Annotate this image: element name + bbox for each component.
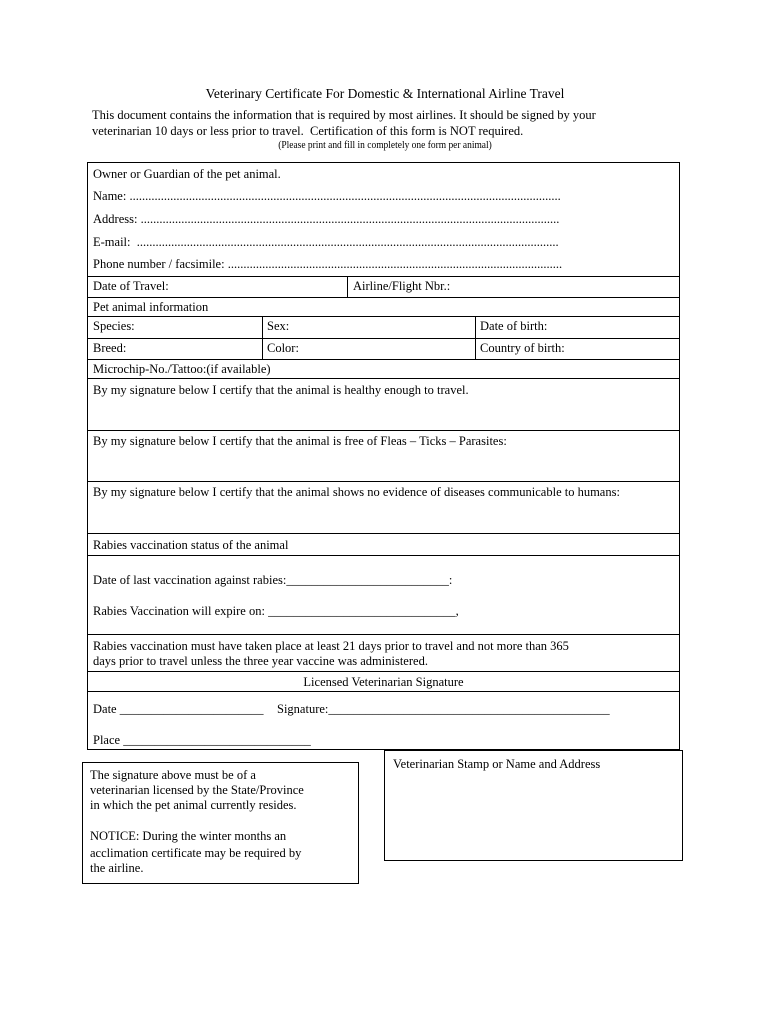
sex-field[interactable]: Sex: (267, 319, 290, 333)
divider (87, 634, 680, 635)
divider (87, 316, 680, 317)
rabies-last-vaccination-field[interactable]: Date of last vaccination against rabies:__________________________: (93, 573, 453, 587)
date-of-birth-field[interactable]: Date of birth: (480, 319, 548, 333)
signature-date-field[interactable]: Date _______________________ (93, 702, 264, 716)
date-of-travel-field[interactable]: Date of Travel: (93, 279, 169, 293)
pet-info-heading: Pet animal information (93, 300, 209, 314)
rabies-requirement-line-2: days prior to travel unless the three year vaccine was administered. (93, 654, 428, 668)
certify-healthy-field[interactable]: By my signature below I certify that the animal is healthy enough to travel. (93, 383, 469, 397)
owner-address-field[interactable]: Address: ...................................................................................................................................... (93, 212, 560, 226)
owner-email-field[interactable]: E-mail: ....................................................................................................................................... (93, 235, 559, 249)
breed-field[interactable]: Breed: (93, 341, 127, 355)
airline-flight-field[interactable]: Airline/Flight Nbr.: (353, 279, 451, 293)
notice-line-5: acclimation certificate may be required by (90, 846, 302, 860)
fill-instructions: (Please print and fill in completely one form per animal) (278, 139, 492, 151)
divider (87, 533, 680, 534)
divider (87, 378, 680, 379)
divider (87, 338, 680, 339)
divider (87, 430, 680, 431)
divider (87, 297, 680, 298)
rabies-heading: Rabies vaccination status of the animal (93, 538, 289, 552)
color-field[interactable]: Color: (267, 341, 299, 355)
rabies-expiration-field[interactable]: Rabies Vaccination will expire on: ______________________________, (93, 604, 459, 618)
intro-line-2: veterinarian 10 days or less prior to travel. Certification of this form is NOT required. (92, 124, 524, 138)
notice-line-2: veterinarian licensed by the State/Province (90, 783, 304, 797)
country-of-birth-field[interactable]: Country of birth: (480, 341, 565, 355)
owner-name-field[interactable]: Name: .......................................................................................................................................... (93, 189, 561, 203)
stamp-box-label: Veterinarian Stamp or Name and Address (393, 757, 601, 771)
signature-place-field[interactable]: Place ______________________________ (93, 733, 311, 747)
rabies-requirement-line-1: Rabies vaccination must have taken place at least 21 days prior to travel and not more than 365 (93, 639, 569, 653)
signature-heading: Licensed Veterinarian Signature (303, 675, 464, 689)
notice-line-1: The signature above must be of a (90, 768, 256, 782)
microchip-field[interactable]: Microchip-No./Tattoo:(if available) (93, 362, 271, 376)
certify-diseases-field[interactable]: By my signature below I certify that the animal shows no evidence of diseases communicable to humans: (93, 485, 620, 499)
divider (87, 691, 680, 692)
divider (87, 555, 680, 556)
owner-phone-field[interactable]: Phone number / facsimile: ........................................................................................................... (93, 257, 563, 271)
divider (87, 359, 680, 360)
owner-heading: Owner or Guardian of the pet animal. (93, 167, 281, 181)
divider (87, 671, 680, 672)
divider (87, 276, 680, 277)
species-field[interactable]: Species: (93, 319, 135, 333)
notice-line-6: the airline. (90, 861, 144, 875)
page-title: Veterinary Certificate For Domestic & International Airline Travel (205, 86, 565, 101)
divider (347, 276, 348, 297)
notice-line-3: in which the pet animal currently resides. (90, 798, 297, 812)
intro-line-1: This document contains the information that is required by most airlines. It should be signed by your (92, 108, 596, 122)
notice-line-4: NOTICE: During the winter months an (90, 829, 287, 843)
signature-field[interactable]: Signature:_____________________________________________ (277, 702, 610, 716)
certify-parasites-field[interactable]: By my signature below I certify that the animal is free of Fleas – Ticks – Parasites: (93, 434, 507, 448)
divider (87, 481, 680, 482)
